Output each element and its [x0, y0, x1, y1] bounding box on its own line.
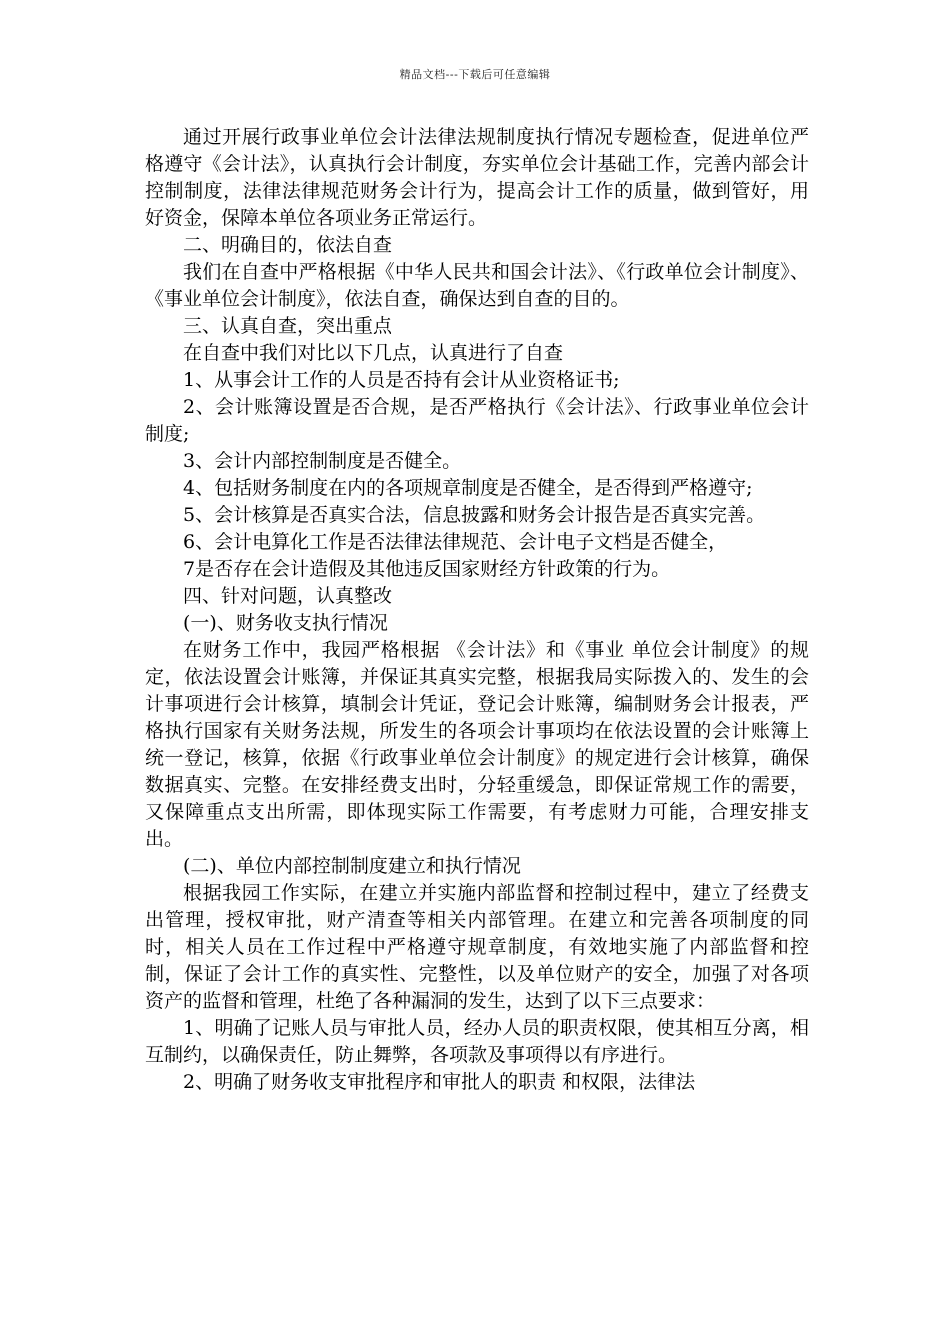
document-body — [145, 124, 809, 1096]
list-item: 6、会计电算化工作是否法律法律规范、会计电子文档是否健全， — [183, 531, 728, 553]
paragraph: 在自查中我们对比以下几点，认真进行了自查 — [183, 342, 564, 364]
list-item: 3、会计内部控制制度是否健全。 — [183, 450, 462, 472]
paragraph: 通过开展行政事业单位会计法律法规制度执行情况专题检查，促进单位严格遵守《会计法》，认真执行会计制度，夯实单位会计基础工作，完善内部会计控制制度，法律法律规范财务会计行为，提高会计工作的质量，做到管好，用好资金，保障本单位各项业务正常运行。 — [145, 126, 809, 229]
paragraph: 根据我园工作实际，在建立并实施内部监督和控制过程中，建立了经费支出管理，授权审批，财产清查等相关内部管理。在建立和完善各项制度的同时，相关人员在工作过程中严格遵守规章制度，有效地实施了内部监督和控制，保证了会计工作的真实性、完整性，以及单位财产的安全，加强了对各项资产的监督和管理，杜绝了各种漏洞的发生，达到了以下三点要求： — [145, 882, 809, 1012]
section-heading: 二、明确目的，依法自查 — [183, 234, 393, 256]
list-item: 5、会计核算是否真实合法，信息披露和财务会计报告是否真实完善。 — [183, 504, 766, 526]
subsection-heading: (二)、单位内部控制制度建立和执行情况 — [183, 855, 521, 877]
subsection-heading: (一)、财务收支执行情况 — [183, 612, 388, 634]
list-item: 1、从事会计工作的人员是否持有会计从业资格证书; — [183, 369, 620, 391]
list-item: 1、明确了记账人员与审批人员，经办人员的职责权限，使其相互分离，相互制约，以确保责任，防止舞弊，各项款及事项得以有序进行。 — [145, 1017, 809, 1066]
section-heading: 三、认真自查，突出重点 — [183, 315, 393, 337]
list-item: 7是否存在会计造假及其他违反国家财经方针政策的行为。 — [183, 558, 671, 580]
paragraph: 我们在自查中严格根据《中华人民共和国会计法》、《行政单位会计制度》、《事业单位会计制度》，依法自查，确保达到自查的目的。 — [145, 261, 809, 310]
list-item: 4、包括财务制度在内的各项规章制度是否健全，是否得到严格遵守; — [183, 477, 753, 499]
page-header: 精品文档---下载后可任意编辑 — [399, 68, 551, 81]
section-heading: 四、针对问题，认真整改 — [183, 585, 393, 607]
list-item: 2、会计账簿设置是否合规，是否严格执行《会计法》、行政事业单位会计制度; — [145, 396, 809, 445]
paragraph: 在财务工作中，我园严格根据 《会计法》和《事业 单位会计制度》的规定，依法设置会计账簿，并保证其真实完整，根据我局实际拨入的、发生的会计事项进行会计核算，填制会计凭证，登记会计账簿，编制财务会计报表，严格执行国家有关财务法规，所发生的各项会计事项均在依法设置的会计账簿上统一登记，核算，依据《行政事业单位会计制度》的规定进行会计核算，确保数据真实、完整。在安排经费支出时，分轻重缓急，即保证常规工作的需要，又保障重点支出所需，即体现实际工作需要，有考虑财力可能，合理安排支出。 — [145, 639, 809, 850]
list-item: 2、明确了财务收支审批程序和审批人的职责 和权限，法律法 — [183, 1071, 696, 1093]
